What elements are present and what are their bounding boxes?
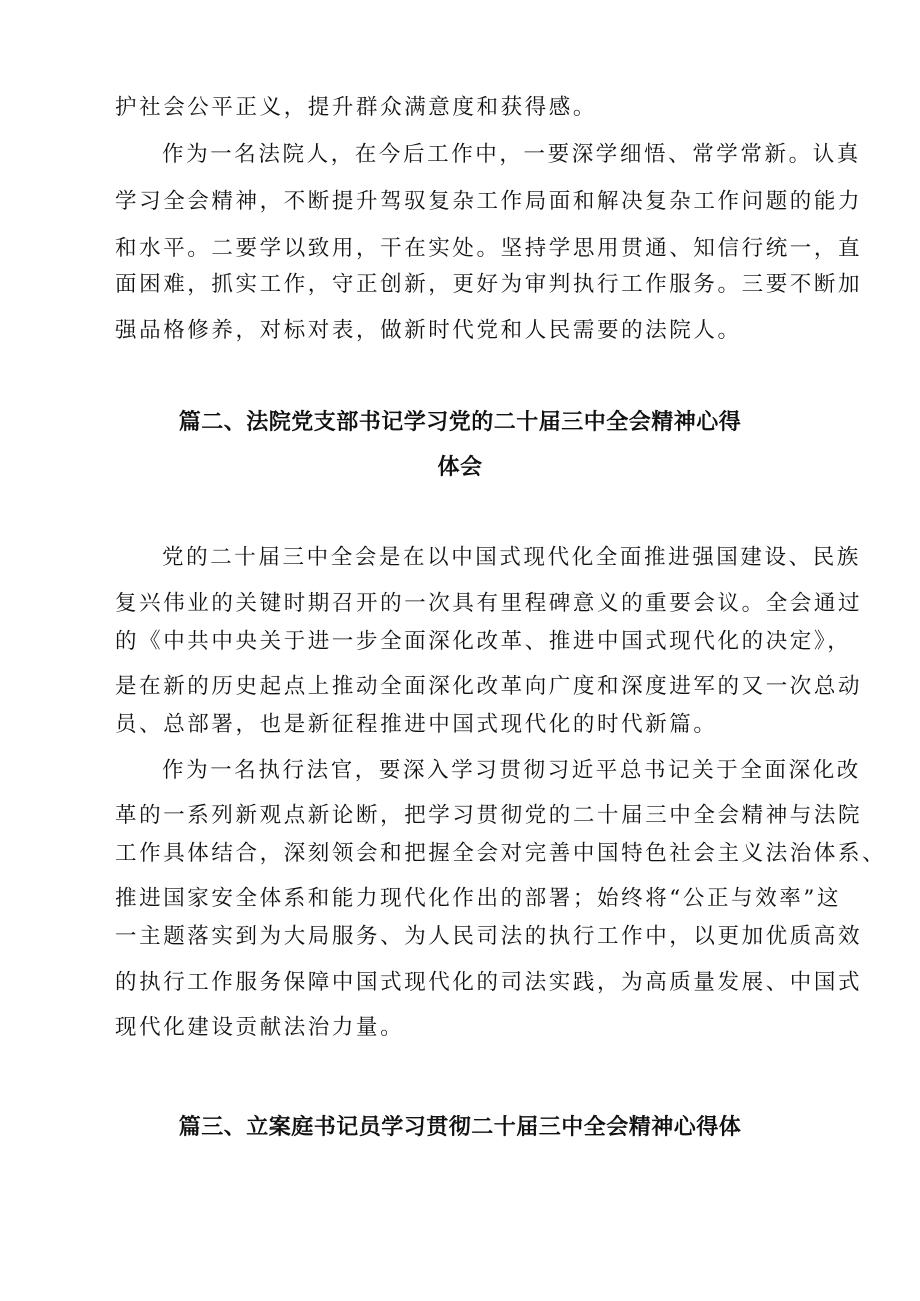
paragraph-line: 党的二十届三中全会是在以中国式现代化全面推进强国建设、民族 <box>162 545 861 570</box>
paragraph-line: 护社会公平正义，提升群众满意度和获得感。 <box>115 95 598 120</box>
section-heading-continued: 体会 <box>437 455 483 480</box>
paragraph-line: 革的一系列新观点新论断，把学习贯彻党的二十届三中全会精神与法院 <box>115 803 863 828</box>
paragraph-line: 和水平。二要学以致用，干在实处。坚持学思用贯通、知信行统一，直 <box>115 236 863 261</box>
paragraph-line: 复兴伟业的关键时期召开的一次具有里程碑意义的重要会议。全会通过 <box>115 591 863 616</box>
paragraph-line: 是在新的历史起点上推动全面深化改革向广度和深度进军的又一次总动 <box>115 674 863 699</box>
paragraph-line: 一主题落实到为大局服务、为人民司法的执行工作中，以更加优质高效 <box>115 924 863 949</box>
section-heading: 篇三、立案庭书记员学习贯彻二十届三中全会精神心得体 <box>178 1115 742 1140</box>
paragraph-line: 的《中共中央关于进一步全面深化改革、推进中国式现代化的决定》， <box>115 629 852 654</box>
paragraph-line: 作为一名执行法官，要深入学习贯彻习近平总书记关于全面深化改 <box>162 758 861 783</box>
paragraph-line: 强品格修养，对标对表，做新时代党和人民需要的法院人。 <box>115 318 742 343</box>
paragraph-line: 面困难，抓实工作，守正创新，更好为审判执行工作服务。三要不断加 <box>115 272 863 297</box>
section-heading: 篇二、法院党支部书记学习党的二十届三中全会精神心得 <box>178 410 742 435</box>
paragraph-line: 现代化建设贡献法治力量。 <box>115 1015 405 1040</box>
paragraph-line: 作为一名法院人，在今后工作中，一要深学细悟、常学常新。认真 <box>162 142 861 167</box>
paragraph-line: 工作具体结合，深刻领会和把握全会对完善中国特色社会主义法治体系、 <box>115 841 887 866</box>
paragraph-line: 学习全会精神，不断提升驾驭复杂工作局面和解决复杂工作问题的能力 <box>115 189 863 214</box>
paragraph-line: 推进国家安全体系和能力现代化作出的部署；始终将“公正与效率”这 <box>115 886 842 911</box>
paragraph-line: 员、总部署，也是新征程推进中国式现代化的时代新篇。 <box>115 712 718 737</box>
paragraph-line: 的执行工作服务保障中国式现代化的司法实践，为高质量发展、中国式 <box>115 970 863 995</box>
